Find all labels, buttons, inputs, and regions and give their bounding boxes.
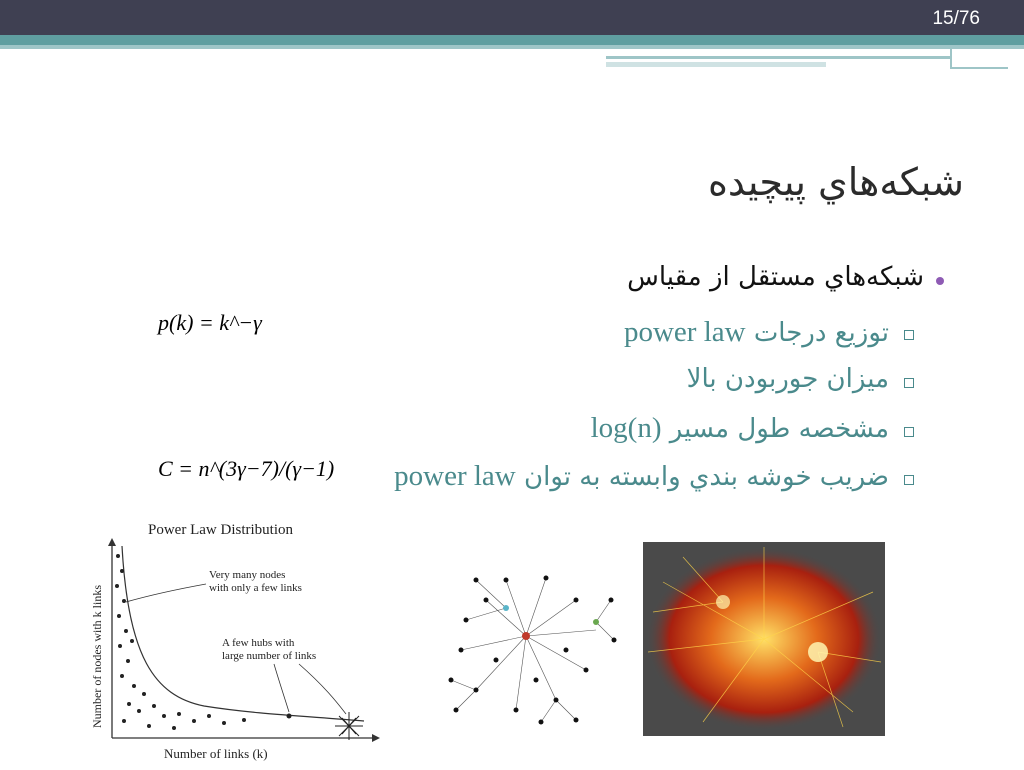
header-accent-stripe-light bbox=[0, 45, 1024, 49]
power-law-svg bbox=[84, 516, 390, 766]
x-axis-arrow-icon bbox=[372, 734, 380, 742]
square-bullet-icon bbox=[904, 330, 914, 340]
annotation-many-line2: with only a few links bbox=[209, 582, 302, 594]
annotation-hubs-line1: A few hubs with bbox=[222, 637, 295, 649]
main-bullet: شبکه‌هاي مستقل از مقياس bbox=[627, 262, 924, 292]
network-svg bbox=[446, 560, 618, 728]
sub-bullet-1-en: power law bbox=[623, 316, 746, 348]
internet-map-svg bbox=[643, 542, 885, 736]
clustering-formula-text: C = n^(3γ−7)/(γ−1) bbox=[158, 456, 335, 481]
annotation-hubs-pointer-2 bbox=[299, 664, 346, 714]
top-bar bbox=[0, 0, 1024, 35]
bullet-dot-icon bbox=[936, 277, 944, 285]
sub-bullet-1 bbox=[624, 316, 889, 349]
x-axis-label: Number of links (k) bbox=[164, 746, 268, 761]
sub-bullet-4 bbox=[394, 460, 889, 493]
annotation-many-pointer bbox=[126, 584, 206, 602]
sub-bullet-3-en: log(n) bbox=[590, 412, 662, 444]
decorative-line bbox=[606, 62, 826, 67]
y-axis-arrow-icon bbox=[108, 538, 116, 546]
degree-formula-text: p(k) = k^−γ bbox=[158, 310, 262, 335]
sub-bullet-4-fa: ضريب خوشه بندي وابسته به توان bbox=[524, 462, 889, 492]
sub-bullet-2-fa: ميزان جوربودن بالا bbox=[686, 364, 889, 394]
square-bullet-icon bbox=[904, 378, 914, 388]
hub-star-icon bbox=[335, 712, 363, 740]
header-accent-stripe bbox=[0, 35, 1024, 45]
sub-bullet-3-fa: مشخصه طول مسير bbox=[669, 414, 889, 444]
clustering-formula bbox=[158, 456, 334, 482]
sub-bullet-1-fa: توزيع درجات bbox=[753, 318, 889, 348]
internet-map-image bbox=[643, 542, 885, 736]
scale-free-network-image bbox=[446, 560, 618, 728]
sub-bullet-3 bbox=[591, 412, 889, 445]
sub-bullet-4-en: power law bbox=[394, 460, 516, 492]
y-axis-label: Number of nodes with k links bbox=[90, 585, 104, 728]
decorative-line bbox=[606, 56, 1006, 59]
annotation-hubs-pointer bbox=[274, 664, 289, 712]
annotation-many-line1: Very many nodes bbox=[209, 569, 286, 581]
hub-node bbox=[522, 632, 530, 640]
annotation-hubs-line2: large number of links bbox=[222, 650, 317, 662]
sub-bullet-2 bbox=[687, 364, 889, 394]
square-bullet-icon bbox=[904, 475, 914, 485]
slide-number: 15/76 bbox=[932, 8, 980, 29]
power-law-figure bbox=[84, 516, 390, 766]
decorative-corner bbox=[950, 49, 1008, 69]
square-bullet-icon bbox=[904, 427, 914, 437]
power-law-title: Power Law Distribution bbox=[148, 522, 293, 538]
slide-title: شبکه‌هاي پيچيده bbox=[708, 160, 964, 204]
degree-formula bbox=[158, 310, 262, 336]
